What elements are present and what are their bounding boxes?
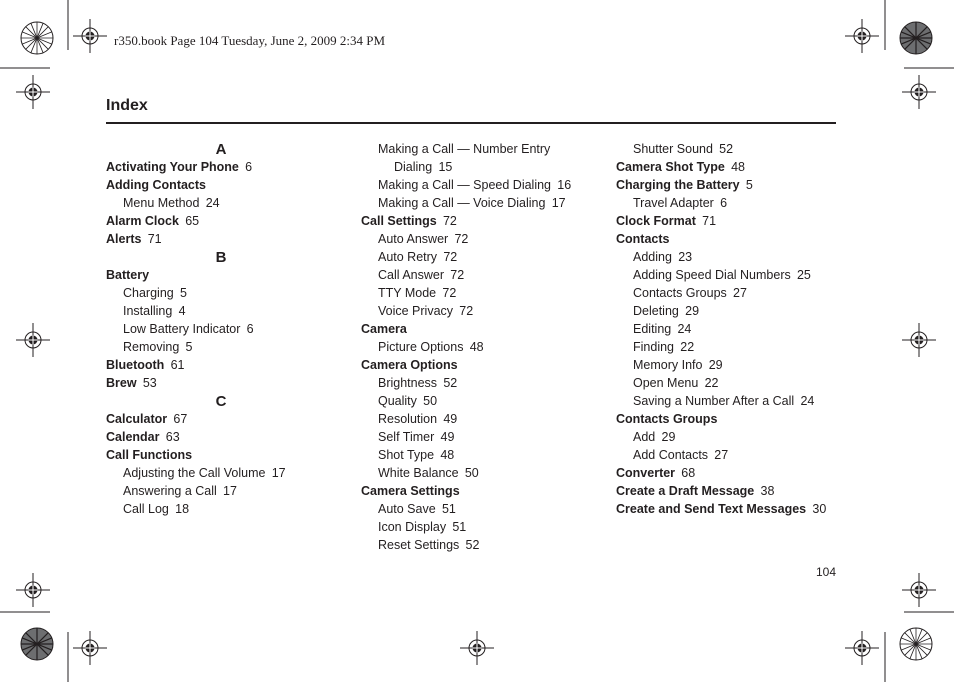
index-term: Finding xyxy=(633,340,674,354)
index-page-ref: 61 xyxy=(164,358,185,372)
index-subentry xyxy=(361,302,601,320)
index-term: Brightness xyxy=(378,376,438,390)
index-term: Alarm Clock xyxy=(106,214,179,228)
index-page-ref: 6 xyxy=(713,196,728,210)
index-page-ref: 72 xyxy=(436,286,457,300)
index-page-ref: 5 xyxy=(179,340,193,354)
index-subentry xyxy=(361,374,601,392)
index-term: Clock Format xyxy=(616,214,696,228)
index-page-ref: 52 xyxy=(437,376,458,390)
index-subentry xyxy=(616,356,836,374)
index-entry xyxy=(616,212,836,230)
index-term: Calculator xyxy=(106,412,168,426)
index-term: TTY Mode xyxy=(378,286,437,300)
index-term: Adjusting the Call Volume xyxy=(123,466,266,480)
index-subentry xyxy=(361,230,601,248)
index-page-ref: 50 xyxy=(458,466,479,480)
index-page-ref: 72 xyxy=(437,250,458,264)
index-term: Resolution xyxy=(378,412,438,426)
index-term: Auto Retry xyxy=(378,250,438,264)
index-page-ref: 48 xyxy=(434,448,455,462)
index-page-ref: 48 xyxy=(463,340,484,354)
index-subentry xyxy=(616,302,836,320)
index-page-ref: 72 xyxy=(448,232,469,246)
index-term: Charging xyxy=(123,286,174,300)
index-page-ref: 24 xyxy=(199,196,220,210)
index-subentry xyxy=(616,248,836,266)
index-page-ref: 29 xyxy=(702,358,723,372)
index-subentry xyxy=(361,338,601,356)
index-term: Icon Display xyxy=(378,520,447,534)
index-entry xyxy=(361,356,601,374)
index-page-ref: 30 xyxy=(806,502,827,516)
index-subentry xyxy=(361,158,601,176)
index-term: Adding xyxy=(633,250,672,264)
index-page-ref: 27 xyxy=(726,286,747,300)
index-entry xyxy=(616,230,836,248)
index-page-ref: 17 xyxy=(545,196,566,210)
index-page-ref: 25 xyxy=(790,268,811,282)
index-page-ref: 51 xyxy=(435,502,456,516)
index-subentry xyxy=(106,482,336,500)
index-subentry xyxy=(616,374,836,392)
index-term: Deleting xyxy=(633,304,679,318)
index-term: Memory Info xyxy=(633,358,703,372)
index-subentry xyxy=(106,284,336,302)
title-rule xyxy=(106,122,836,124)
index-entry xyxy=(106,374,336,392)
index-subentry xyxy=(361,536,601,554)
index-entry xyxy=(106,176,336,194)
index-page-ref: 17 xyxy=(265,466,286,480)
page-title: Index xyxy=(106,97,148,114)
index-page-ref: 23 xyxy=(671,250,693,264)
index-entry xyxy=(106,266,336,284)
index-page-ref: 4 xyxy=(172,304,186,318)
index-entry xyxy=(616,464,836,482)
index-subentry xyxy=(361,392,601,410)
index-subentry xyxy=(361,194,601,212)
index-entry xyxy=(106,212,336,230)
index-subentry xyxy=(361,284,601,302)
index-entry xyxy=(616,500,836,518)
index-subentry xyxy=(616,446,836,464)
index-entry xyxy=(106,230,336,248)
index-subentry xyxy=(106,320,336,338)
index-entry xyxy=(616,410,836,428)
index-column-1 xyxy=(106,140,336,518)
index-entry xyxy=(106,428,336,446)
index-term: Editing xyxy=(633,322,672,336)
index-page-ref: 5 xyxy=(173,286,187,300)
index-page-ref: 38 xyxy=(754,484,775,498)
index-page-ref: 72 xyxy=(436,214,457,228)
index-section-letter: C xyxy=(215,393,227,410)
index-term: Open Menu xyxy=(633,376,699,390)
index-page-ref: 68 xyxy=(675,466,696,480)
index-page-ref: 50 xyxy=(416,394,438,408)
index-subentry xyxy=(361,428,601,446)
index-page-ref: 27 xyxy=(708,448,729,462)
index-term: Create and Send Text Messages xyxy=(616,502,807,516)
index-term: Calendar xyxy=(106,430,160,444)
index-subentry xyxy=(616,428,836,446)
index-term: Picture Options xyxy=(378,340,464,354)
index-term: Menu Method xyxy=(123,196,200,210)
index-term: Saving a Number After a Call xyxy=(633,394,795,408)
index-column-2 xyxy=(361,140,601,554)
index-subentry xyxy=(106,500,336,518)
index-term: Charging the Battery xyxy=(616,178,740,192)
index-page-ref: 71 xyxy=(141,232,162,246)
index-subentry xyxy=(361,518,601,536)
index-term: Shot Type xyxy=(378,448,435,462)
index-entry xyxy=(616,482,836,500)
index-subentry xyxy=(616,266,836,284)
index-term: White Balance xyxy=(378,466,459,480)
index-term: Quality xyxy=(378,394,417,408)
index-page-ref: 63 xyxy=(159,430,180,444)
index-page-ref: 72 xyxy=(444,268,465,282)
index-term: Reset Settings xyxy=(378,538,460,552)
index-page-ref: 29 xyxy=(655,430,676,444)
index-entry xyxy=(616,176,836,194)
index-subentry xyxy=(616,320,836,338)
index-page-ref: 24 xyxy=(671,322,692,336)
index-subentry xyxy=(361,266,601,284)
index-term: Add xyxy=(633,430,656,444)
index-term: Camera xyxy=(361,322,407,336)
index-term: Self Timer xyxy=(378,430,435,444)
index-page-ref: 52 xyxy=(459,538,480,552)
index-term: Battery xyxy=(106,268,150,282)
index-column-3 xyxy=(616,140,836,518)
index-term: Call Functions xyxy=(106,448,193,462)
index-term: Activating Your Phone xyxy=(106,160,239,174)
index-subentry xyxy=(106,302,336,320)
index-term: Camera Settings xyxy=(361,484,460,498)
index-subentry xyxy=(106,464,336,482)
index-page-ref: 16 xyxy=(551,178,572,192)
index-term: Camera Options xyxy=(361,358,458,372)
index-page-ref: 67 xyxy=(167,412,188,426)
index-term: Answering a Call xyxy=(123,484,217,498)
running-head: r350.book Page 104 Tuesday, June 2, 2009 2:34 PM xyxy=(114,33,386,48)
index-subentry xyxy=(361,464,601,482)
index-term: Alerts xyxy=(106,232,142,246)
index-term: Add Contacts xyxy=(633,448,709,462)
index-term: Adding Contacts xyxy=(106,178,206,192)
index-entry xyxy=(106,158,336,176)
index-subentry xyxy=(361,176,601,194)
index-page-ref: 29 xyxy=(678,304,700,318)
index-subentry xyxy=(106,194,336,212)
index-subentry xyxy=(361,140,601,158)
index-page-ref: 6 xyxy=(238,160,253,174)
index-term: Adding Speed Dial Numbers xyxy=(633,268,791,282)
index-term: Brew xyxy=(106,376,137,390)
index-term: Converter xyxy=(616,466,676,480)
index-term: Contacts Groups xyxy=(633,286,727,300)
index-page-ref: 5 xyxy=(739,178,753,192)
index-entry xyxy=(361,212,601,230)
index-subentry xyxy=(616,194,836,212)
index-entry xyxy=(106,410,336,428)
index-term: Camera Shot Type xyxy=(616,160,725,174)
index-page-ref: 72 xyxy=(453,304,474,318)
index-page-ref: 6 xyxy=(240,322,254,336)
index-page-ref: 22 xyxy=(674,340,695,354)
index-term: Contacts Groups xyxy=(616,412,718,426)
index-page-ref: 17 xyxy=(216,484,237,498)
index-page-ref: 48 xyxy=(724,160,745,174)
index-term: Installing xyxy=(123,304,173,318)
index-page-ref: 49 xyxy=(437,412,458,426)
index-page-ref: 53 xyxy=(136,376,157,390)
index-subentry xyxy=(361,248,601,266)
index-term: Making a Call — Speed Dialing xyxy=(378,178,552,192)
index-term: Making a Call — Voice Dialing xyxy=(378,196,546,210)
index-page-ref: 51 xyxy=(446,520,467,534)
index-page-ref: 71 xyxy=(695,214,717,228)
index-page-ref: 22 xyxy=(698,376,719,390)
index-entry xyxy=(106,446,336,464)
index-term: Shutter Sound xyxy=(633,142,713,156)
index-term: Create a Draft Message xyxy=(616,484,755,498)
index-subentry xyxy=(361,410,601,428)
index-entry xyxy=(106,356,336,374)
index-term: Low Battery Indicator xyxy=(123,322,241,336)
index-page-ref: 65 xyxy=(178,214,200,228)
index-subentry xyxy=(106,338,336,356)
index-page-ref: 18 xyxy=(168,502,190,516)
index-entry xyxy=(361,482,601,500)
index-subentry xyxy=(616,140,836,158)
index-term: Bluetooth xyxy=(106,358,165,372)
index-term: Call Answer xyxy=(378,268,444,282)
index-term: Auto Answer xyxy=(378,232,449,246)
index-page-ref: 24 xyxy=(794,394,815,408)
index-page-ref: 49 xyxy=(434,430,455,444)
index-term: Call Settings xyxy=(361,214,437,228)
index-page-ref: 15 xyxy=(432,160,453,174)
page-number: 104 xyxy=(816,565,837,579)
index-term: Call Log xyxy=(123,502,169,516)
index-section-letter: A xyxy=(215,141,227,158)
index-term: Auto Save xyxy=(378,502,436,516)
index-section-letter: B xyxy=(215,249,227,266)
index-subentry xyxy=(361,500,601,518)
index-term: Removing xyxy=(123,340,180,354)
index-term: Travel Adapter xyxy=(633,196,714,210)
index-term: Voice Privacy xyxy=(378,304,454,318)
index-subentry xyxy=(616,284,836,302)
index-subentry xyxy=(361,446,601,464)
index-term: Making a Call — Number Entry xyxy=(378,142,551,156)
index-subentry xyxy=(616,392,836,410)
index-term: Dialing xyxy=(394,160,433,174)
index-term: Contacts xyxy=(616,232,670,246)
index-entry xyxy=(361,320,601,338)
index-page-ref: 52 xyxy=(712,142,734,156)
index-subentry xyxy=(616,338,836,356)
index-entry xyxy=(616,158,836,176)
